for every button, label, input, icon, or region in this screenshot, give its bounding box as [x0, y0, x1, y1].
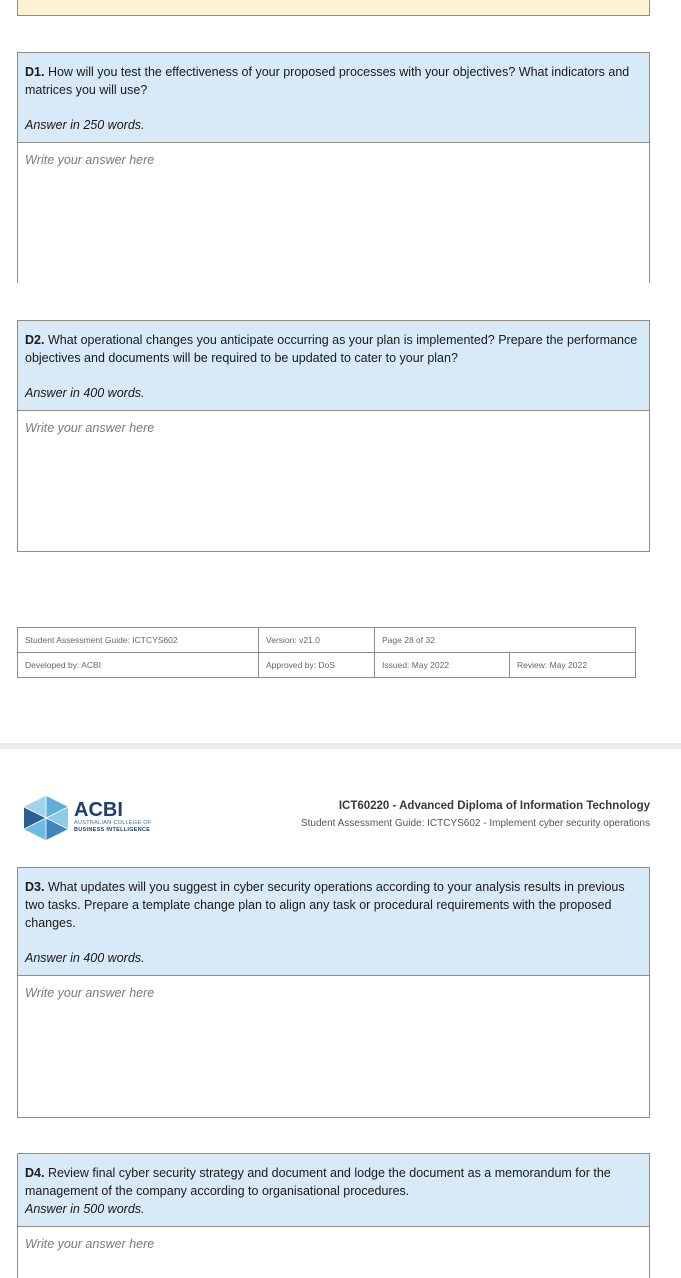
- question-d4: [17, 1153, 650, 1278]
- footer-review: Review: May 2022: [510, 653, 636, 678]
- question-number: D4.: [25, 1166, 45, 1180]
- acbi-logo: [22, 795, 70, 846]
- question-d2-header: [18, 321, 649, 411]
- question-number: D3.: [25, 880, 45, 894]
- question-number: D2.: [25, 333, 45, 347]
- footer-version: Version: v21.0: [259, 628, 375, 653]
- word-limit: Answer in 400 words.: [25, 951, 145, 965]
- logo-hexagon-icon: [22, 795, 70, 841]
- answer-field-d1[interactable]: Write your answer here: [25, 153, 155, 167]
- word-limit: Answer in 250 words.: [25, 118, 145, 132]
- question-text: How will you test the effectiveness of your proposed processes with your objectives? What indicators and matrices you will use?: [25, 65, 630, 97]
- footer-developed: Developed by: ACBI: [18, 653, 259, 678]
- answer-field-d4[interactable]: Write your answer here: [25, 1237, 155, 1251]
- question-d3: [17, 867, 650, 1118]
- question-d4-header: [18, 1154, 649, 1227]
- word-limit: Answer in 500 words.: [25, 1202, 145, 1216]
- footer-approved: Approved by: DoS: [259, 653, 375, 678]
- guide-title: Student Assessment Guide: ICTCYS602 - Implement cyber security operations: [300, 818, 650, 829]
- question-text: What operational changes you anticipate occurring as your plan is implemented? Prepare the performance objectives and documents will be required to be updated to cater to your plan?: [25, 333, 638, 365]
- question-d2: [17, 320, 650, 552]
- question-number: D1.: [25, 65, 45, 79]
- page-separator: [0, 743, 681, 749]
- logo-name: ACBI: [74, 799, 123, 821]
- footer-issued: Issued: May 2022: [375, 653, 510, 678]
- logo-line-2: BUSINESS INTELLIGENCE: [74, 826, 151, 833]
- footer-page: Page 28 of 32: [375, 628, 636, 653]
- question-d1-header: [18, 53, 649, 143]
- footer-guide: Student Assessment Guide: ICTCYS602: [18, 628, 259, 653]
- previous-note-box: [17, 0, 650, 16]
- answer-field-d2[interactable]: Write your answer here: [25, 421, 155, 435]
- word-limit: Answer in 400 words.: [25, 386, 145, 400]
- question-text: Review final cyber security strategy and document and lodge the document as a memorandum for the management of the company according to organisational procedures.: [25, 1166, 611, 1198]
- question-text: What updates will you suggest in cyber security operations according to your analysis results in previous two tasks. Prepare a template change plan to align any task or procedural requirements with the proposed changes.: [25, 880, 625, 930]
- logo-wordmark: [74, 800, 152, 833]
- question-d3-header: [18, 868, 649, 976]
- page-footer-table: [17, 627, 636, 678]
- logo-line-1: AUSTRALIAN COLLEGE OF: [74, 820, 152, 826]
- answer-field-d3[interactable]: Write your answer here: [25, 986, 155, 1000]
- course-title: ICT60220 - Advanced Diploma of Information Technology: [338, 800, 650, 812]
- question-d1: [17, 52, 650, 283]
